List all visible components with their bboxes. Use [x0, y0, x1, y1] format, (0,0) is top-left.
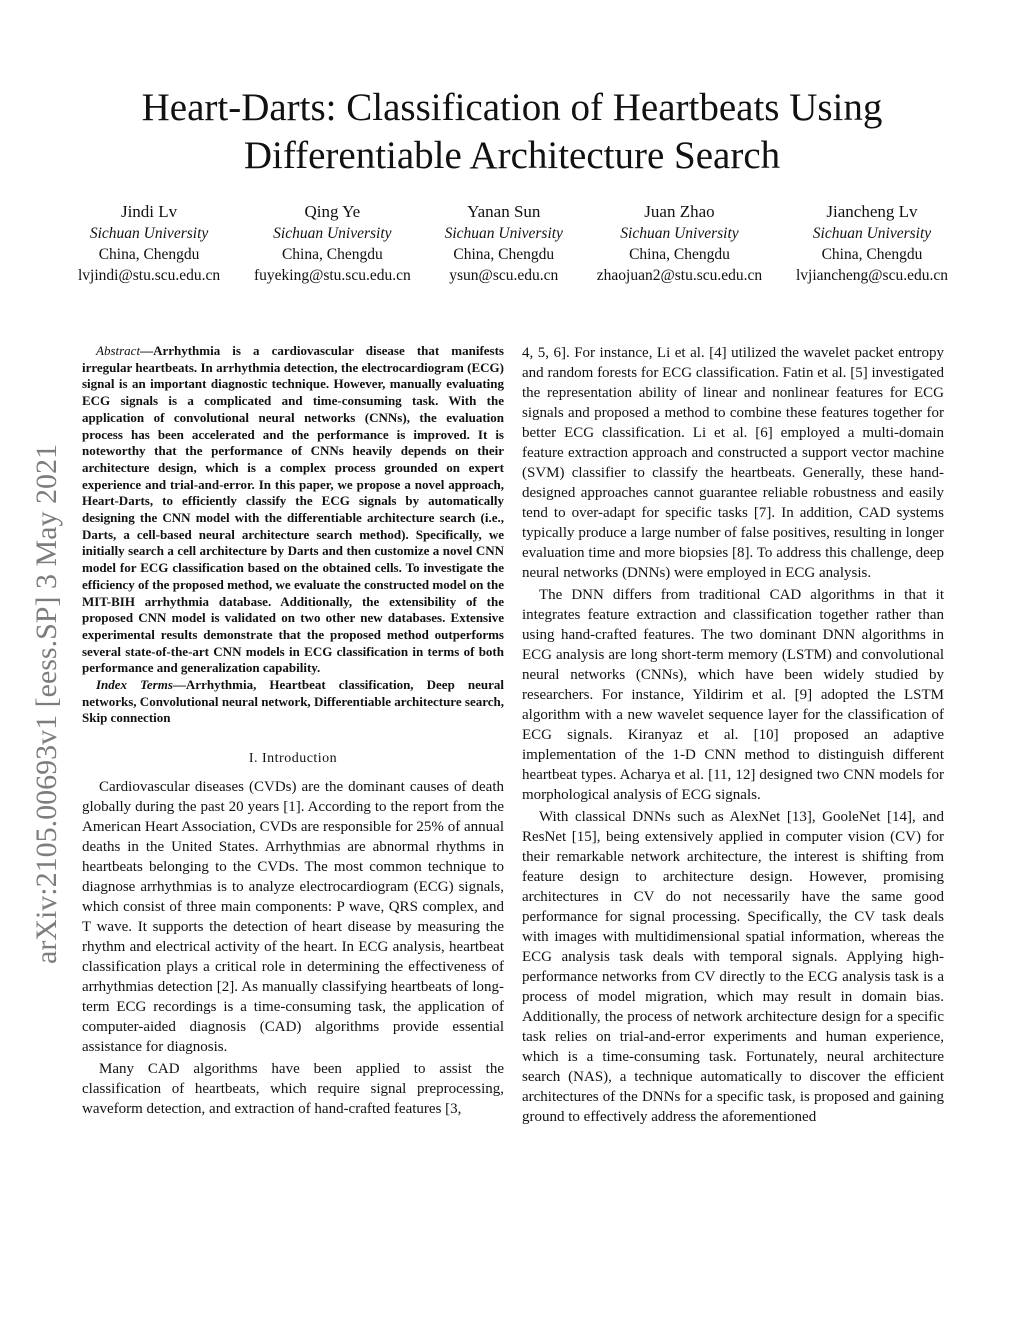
author-email[interactable]: lvjiancheng@scu.edu.cn: [795, 267, 948, 284]
author-block: [445, 201, 563, 286]
author-email[interactable]: ysun@scu.edu.cn: [449, 267, 559, 284]
author-block: [78, 201, 220, 286]
abstract-lead: Abstract: [96, 343, 141, 358]
paper-title: [60, 84, 964, 180]
author-block: [796, 201, 948, 286]
author-name: Juan Zhao: [644, 202, 715, 221]
author-email[interactable]: fuyeking@stu.scu.edu.cn: [253, 267, 411, 284]
author-affiliation: Sichuan University: [89, 225, 209, 242]
author-location: China, Chengdu: [453, 246, 555, 263]
author-block: [597, 201, 762, 286]
right-column: [522, 343, 944, 1127]
author-location: China, Chengdu: [281, 246, 383, 263]
author-email[interactable]: lvjindi@stu.scu.edu.cn: [78, 267, 221, 284]
body-paragraph: 4, 5, 6]. For instance, Li et al. [4] utilized the wavelet packet entropy and random forests for ECG classification. Fatin et al. [5] investigated the representation ability of linear and nonlinear features for ECG signals and proposed a method to combine these features together for better ECG classification. Li et al. [6] employed a multi-domain feature extraction approach and constructed a support vector machine (SVM) classifier to classify the heartbeats. Generally, these hand-designed approaches cannot guarantee reliable robustness and easily tend to over-adapt for specific tasks [7]. In addition, CAD systems typically produce a large number of false positives, resulting in longer evaluation time and more biopsies [8]. To address this challenge, deep neural networks (DNNs) were employed in ECG analysis.: [522, 345, 944, 581]
author-email[interactable]: zhaojuan2@stu.scu.edu.cn: [596, 267, 763, 284]
body-paragraph: Many CAD algorithms have been applied to assist the classification of heartbeats, which require signal preprocessing, waveform detection, and extraction of hand-crafted features [3,: [82, 1061, 504, 1118]
author-affiliation: Sichuan University: [444, 225, 563, 242]
left-column: [82, 343, 504, 1119]
author-name: Jiancheng Lv: [826, 202, 918, 221]
author-location: China, Chengdu: [821, 246, 923, 263]
author-affiliation: Sichuan University: [620, 225, 739, 242]
author-name: Qing Ye: [304, 202, 361, 221]
author-affiliation: Sichuan University: [273, 225, 392, 242]
arxiv-stamp: arXiv:2105.00693v1 [eess.SP] 3 May 2021: [30, 444, 63, 964]
abstract: [82, 343, 504, 677]
author-name: Yanan Sun: [467, 202, 541, 221]
abstract-text: —Arrhythmia is a cardiovascular disease that manifests irregular heartbeats. In arrhythmia detection, the electrocardiogram (ECG) signal is an important diagnostic technique. However, manually evaluating ECG signals is a complicated and time-consuming task. With the application of convolutional neural networks (CNNs), the evaluation process has been accelerated and the performance is improved. It is noteworthy that the performance of CNNs heavily depends on their architecture design, which is a complex process grounded on expert experience and trial-and-error. In this paper, we propose a novel approach, Heart-Darts, to efficiently classify the ECG signals by automatically designing the CNN model with the differentiable architecture search (i.e., Darts, a cell-based neural architecture search method). Specifically, we initially search a cell architecture by Darts and then customize a novel CNN model for ECG classification based on the obtained cells. To investigate the efficiency of the proposed method, we evaluate the constructed model on the MIT-BIH arrhythmia database. Additionally, the extensibility of the proposed CNN model is validated on two other new databases. Extensive experimental results demonstrate that the proposed method outperforms several state-of-the-art CNN models in ECG classification in terms of both performance and generalization capability.: [82, 343, 504, 676]
body-paragraph: Cardiovascular diseases (CVDs) are the dominant causes of death globally during the past 20 years [1]. According to the report from the American Heart Association, CVDs are responsible for 25% of annual deaths in the United States. Arrhythmias are abnormal rhythms in heartbeats belonging to the CVDs. The most common technique to diagnose arrhythmias is to analyze electrocardiogram (ECG) signals, which consist of three main components: P wave, QRS complex, and T wave. It supports the detection of heart disease by measuring the rhythm and electrical activity of the heart. In ECG analysis, heartbeat classification plays a critical role in determining the effectiveness of arrhythmias detection [2]. As manually classifying heartbeats of long-term ECG recordings is a time-consuming task, the application of computer-aided diagnosis (CAD) algorithms provide essential assistance for diagnosis.: [82, 779, 504, 1056]
author-name: Jindi Lv: [120, 202, 178, 221]
index-terms-text: —Arrhythmia, Heartbeat classification, Deep neural networks, Convolutional neural network, Differentiable architecture search, Skip connection: [82, 677, 505, 726]
author-block: [254, 201, 411, 286]
section-heading: I. Introduction: [248, 751, 338, 767]
author-list: [78, 201, 948, 286]
body-paragraph: With classical DNNs such as AlexNet [13], GooleNet [14], and ResNet [15], being extensively applied in computer vision (CV) for their remarkable network architecture, the interest is shifting from feature design to architecture design. However, promising architectures in CV do not necessarily have the same good performance for signal processing. Specifically, the CV task deals with images with multidimensional spatial information, whereas the ECG analysis task deals with temporal signals. Applying high-performance networks from CV directly to the ECG analysis task is a process of model migration, which may result in domain bias. Additionally, the process of network architecture design for a specific task relies on trial-and-error experiments and human experience, which is a time-consuming task. Fortunately, neural architecture search (NAS), a technique automatically to discover the efficient architectures of the DNNs for a specific task, is proposed and gaining ground to effectively address the aforementioned: [522, 809, 944, 1125]
title-line-1: Heart-Darts: Classification of Heartbeats Using: [141, 86, 883, 129]
author-location: China, Chengdu: [98, 246, 200, 263]
body-paragraph: The DNN differs from traditional CAD algorithms in that it integrates feature extraction and classification together rather than using hand-crafted features. The two dominant DNN algorithms in ECG analysis are long short-term memory (LSTM) and convolutional neural networks (CNNs), which have been widely studied by researchers. For instance, Yildirim et al. [9] adopted the LSTM algorithm with a new wavelet sequence layer for the classification of ECG signals. Kiranyaz et al. [10] proposed an adaptive implementation of the 1-D CNN method to distinguish different heartbeat types. Acharya et al. [11, 12] designed two CNN models for morphological analysis of ECG signals.: [522, 587, 944, 803]
title-line-2: Differentiable Architecture Search: [243, 134, 781, 177]
author-affiliation: Sichuan University: [812, 225, 932, 242]
index-terms: [82, 677, 504, 727]
author-location: China, Chengdu: [629, 246, 730, 263]
index-terms-lead: Index Terms: [96, 677, 173, 693]
